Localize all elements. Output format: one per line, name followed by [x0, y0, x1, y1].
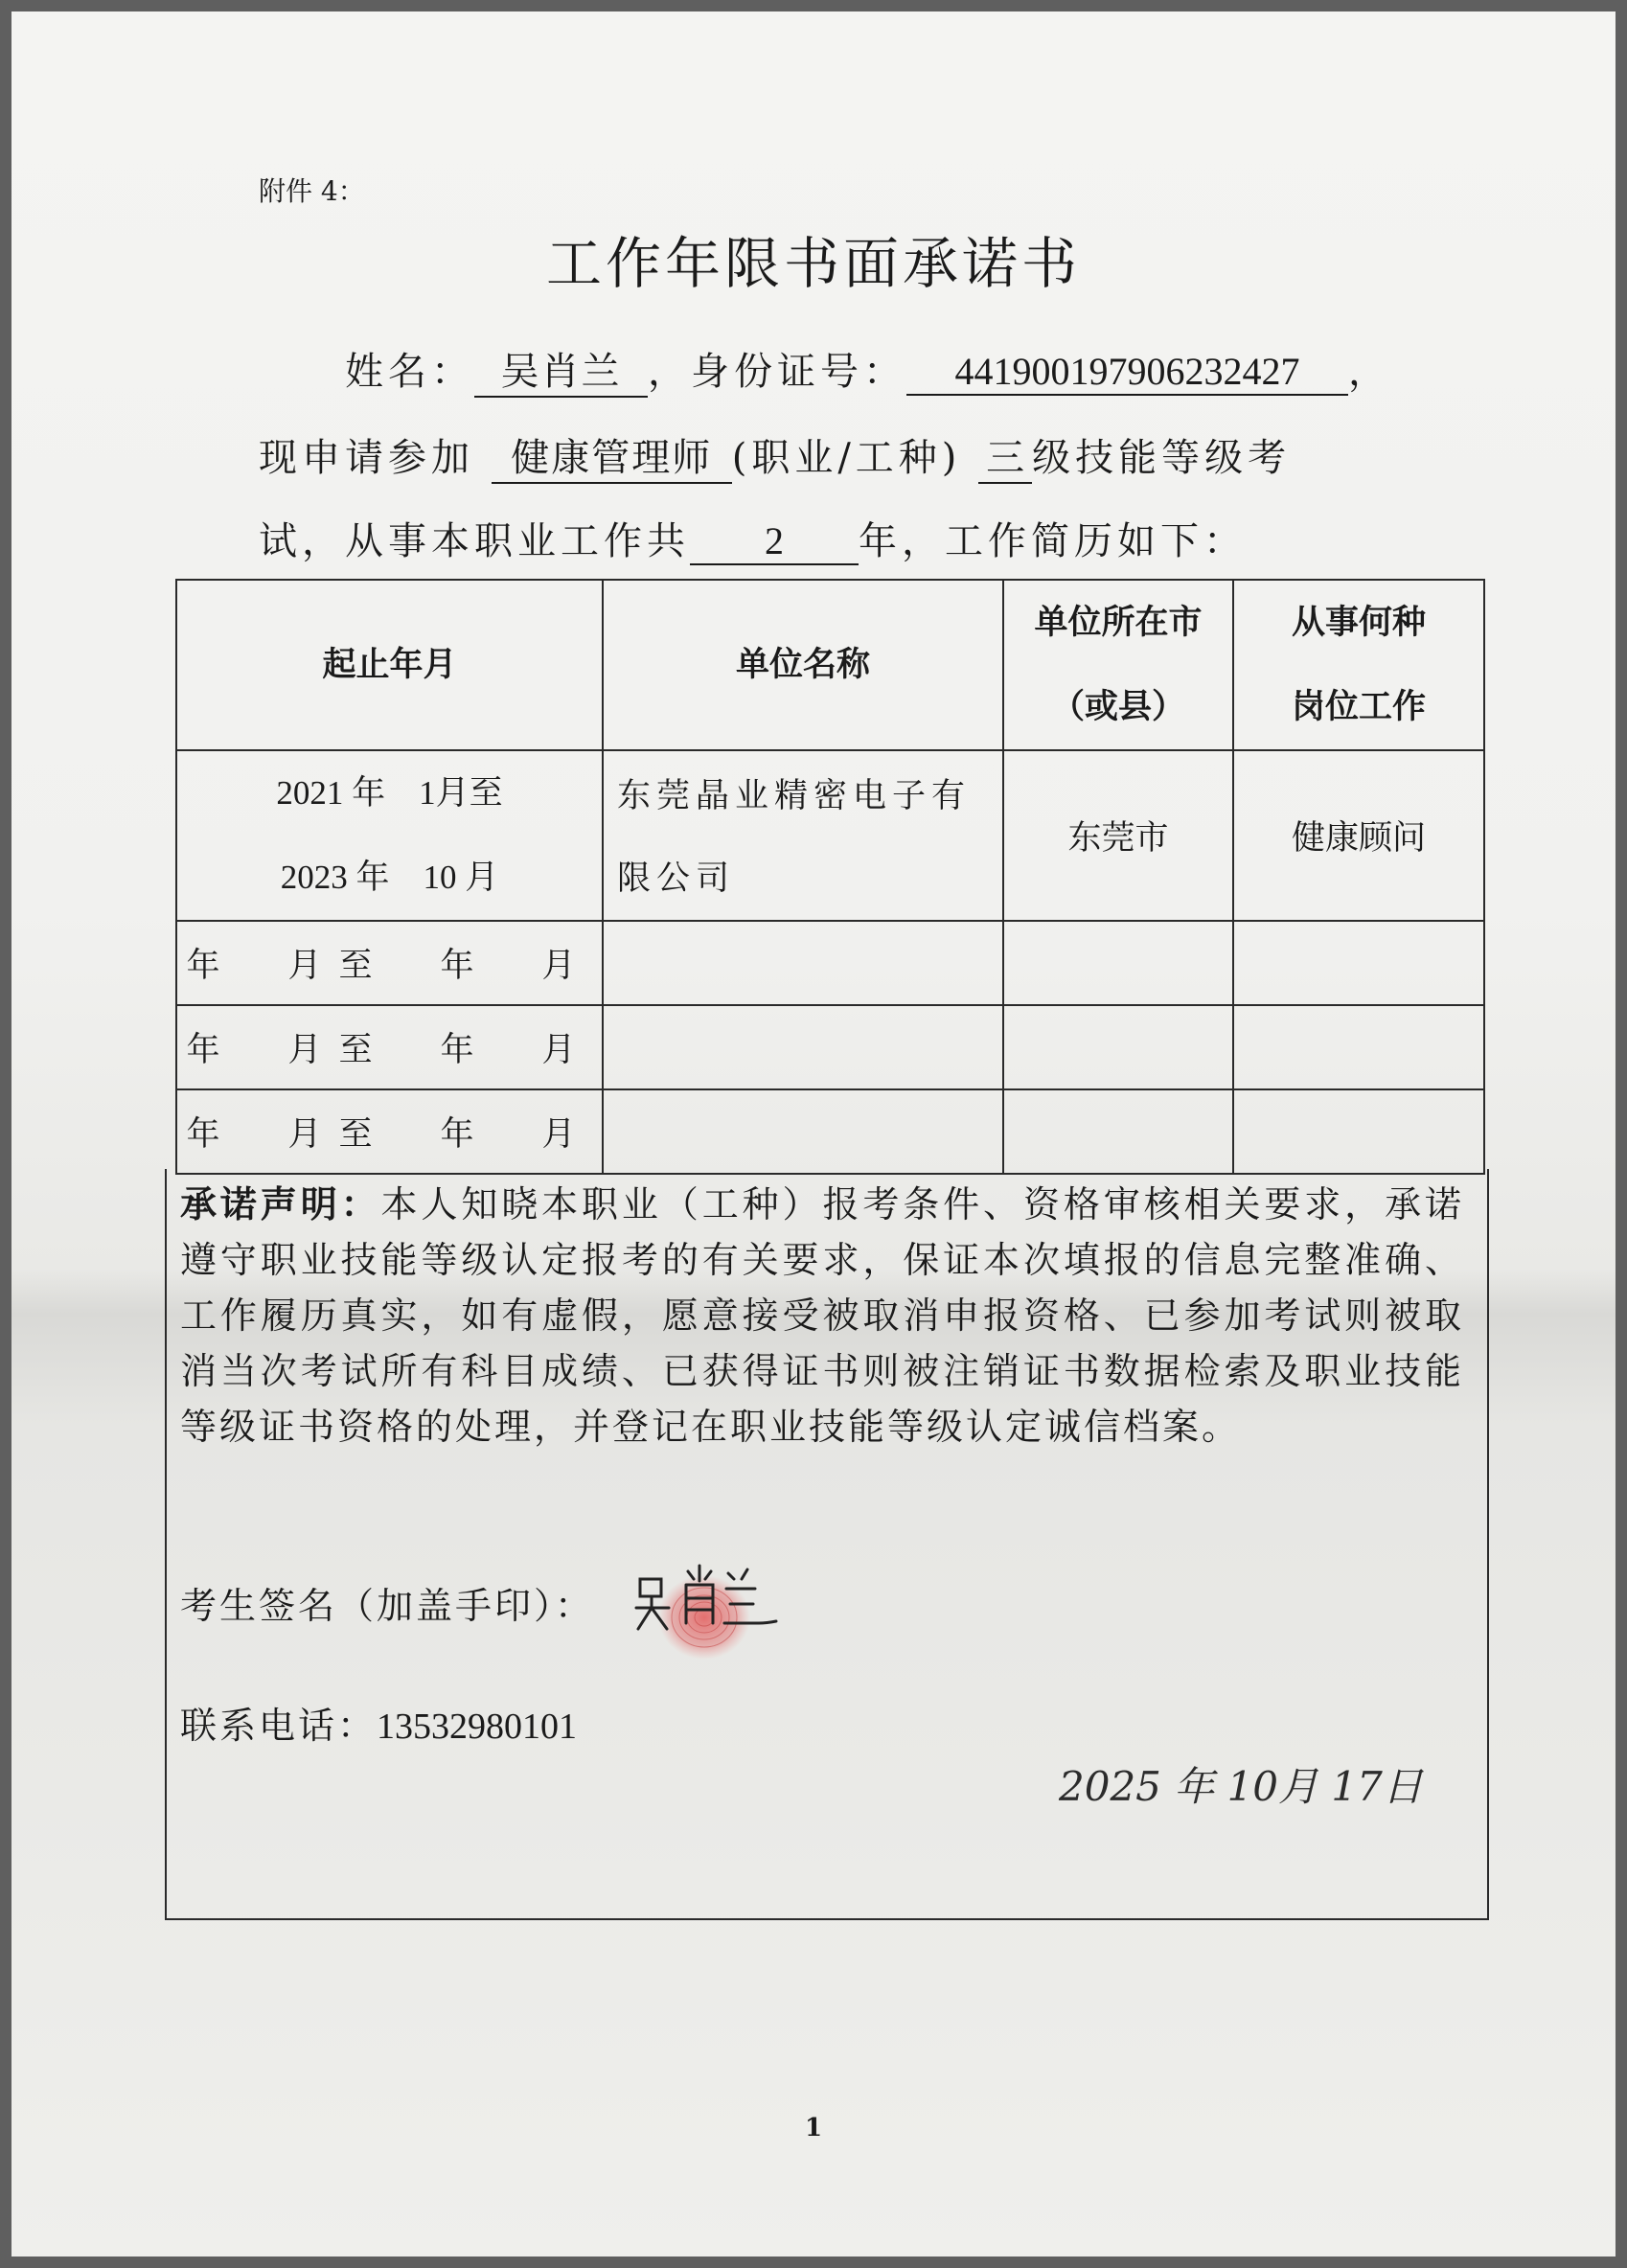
period-start: 2021 年 1月至 [276, 774, 503, 812]
apply-suffix: 级技能等级考 [1032, 436, 1292, 480]
skill-level: 三 [978, 427, 1032, 484]
table-row [176, 1089, 1484, 1174]
header-city-line2: （或县） [1050, 688, 1185, 726]
pledge-text: 本人知晓本职业（工种）报考条件、资格审核相关要求，承诺遵守职业技能等级认定报考的有关要求，保证本次填报的信息完整准确、工作履历真实，如有虚假，愿意接受被取消申报资格、已参加考试则被取消当次考试所有科目成绩、已获得证书则被注销证书数据检索及职业技能等级证书资格的处理，并登记在职业技能等级认定诚信档案。 [180, 1183, 1464, 1448]
city-cell: 东莞市 [1003, 750, 1233, 921]
pledge-label: 承诺声明： [180, 1182, 381, 1226]
header-job [1233, 580, 1484, 750]
work-history-table [175, 579, 1485, 1175]
phone-row [180, 1696, 577, 1749]
pledge-statement [180, 1177, 1464, 1455]
signature-label: 考生签名（加盖手印）： [180, 1585, 595, 1627]
header-job-line1: 从事何种 [1291, 604, 1426, 642]
id-number: 441900197906232427 [906, 349, 1348, 396]
unit-cell [603, 921, 1003, 1005]
handwritten-signature-with-fingerprint [632, 1552, 786, 1667]
occupation-type-label: (职业/工种) [731, 436, 962, 480]
job-cell [1233, 1005, 1484, 1089]
name-id-line [345, 341, 1391, 398]
job-cell [1233, 921, 1484, 1005]
line1-end: ， [1348, 350, 1391, 394]
id-label: ，身份证号： [648, 350, 906, 394]
handwritten-date: 2025 年 10月 17日 [1059, 1763, 1423, 1810]
phone-number: 13532980101 [377, 1707, 578, 1747]
header-job-line2: 岗位工作 [1291, 688, 1426, 726]
period-cell: 年 月至 年 月 [176, 1005, 603, 1089]
work-years-line [259, 511, 1247, 565]
attachment-label: 附件 4： [259, 175, 365, 207]
occupation-name: 健康管理师 [492, 427, 732, 484]
header-city [1003, 580, 1233, 750]
period-cell: 年 月至 年 月 [176, 1089, 603, 1174]
name-label: 姓名： [345, 350, 474, 394]
city-cell [1003, 1005, 1233, 1089]
years-prefix: 试，从事本职业工作共 [259, 519, 690, 563]
page-number: 1 [804, 2114, 823, 2142]
unit-cell [603, 1005, 1003, 1089]
table-row [176, 921, 1484, 1005]
city-cell [1003, 921, 1233, 1005]
job-cell: 健康顾问 [1233, 750, 1484, 921]
period-cell: 年 月至 年 月 [176, 921, 603, 1005]
job-cell [1233, 1089, 1484, 1174]
period-end: 2023 年 10 月 [280, 859, 499, 896]
header-city-line1: 单位所在市 [1034, 604, 1203, 642]
application-line [259, 427, 1291, 484]
apply-prefix: 现申请参加 [259, 436, 474, 480]
unit-cell: 东莞晶业精密电子有限公司 [603, 750, 1003, 921]
phone-label: 联系电话： [180, 1705, 378, 1747]
header-unit: 单位名称 [603, 580, 1003, 750]
work-years: 2 [690, 518, 859, 565]
table-row [176, 750, 1484, 921]
header-period: 起止年月 [176, 580, 603, 750]
applicant-name: 吴肖兰 [474, 341, 648, 398]
table-header-row [176, 580, 1484, 750]
period-cell [176, 750, 603, 921]
document-title: 工作年限书面承诺书 [545, 231, 1081, 296]
table-row [176, 1005, 1484, 1089]
unit-cell [603, 1089, 1003, 1174]
city-cell [1003, 1089, 1233, 1174]
years-suffix: 年，工作简历如下： [859, 519, 1247, 563]
